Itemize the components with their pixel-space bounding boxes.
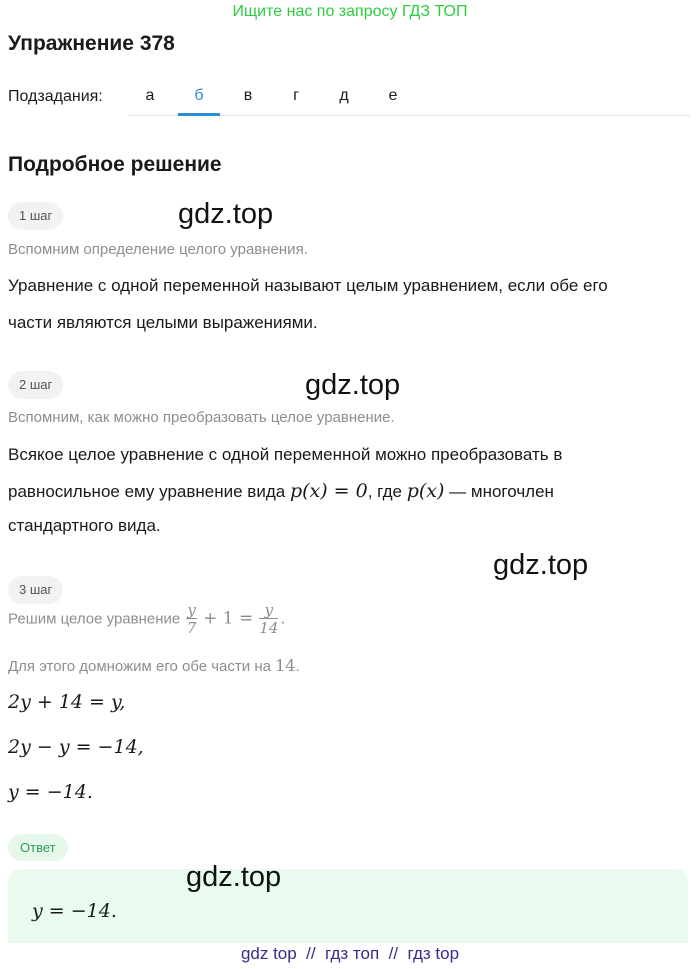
tab-g[interactable]: г [293, 87, 299, 104]
tab-d[interactable]: д [339, 87, 349, 104]
top-banner: Ищите нас по запросу ГДЗ ТОП [232, 3, 468, 20]
step-3-hint-2-text: Для этого домножим его обе части на [8, 658, 271, 675]
fraction-denominator: 14 [259, 619, 279, 637]
subtasks-label: Подзадания: [8, 88, 103, 105]
step-2-text-line-1: Всякое целое уравнение с одной переменной можно преобразовать в [8, 445, 563, 464]
answer-value: y = −14. [32, 900, 117, 922]
fraction-denominator: 7 [186, 619, 197, 637]
watermark: gdz.top [305, 369, 401, 401]
subtask-tabs [128, 80, 690, 116]
step-1-text-line-2: части являются целыми выражениями. [8, 313, 318, 332]
step-3-badge: 3 шаг [8, 576, 63, 604]
step-3-hint [8, 602, 285, 637]
watermark: gdz.top [493, 549, 589, 581]
step-2-math-polynomial: p(x) [406, 480, 445, 502]
fraction-numerator: y [259, 602, 278, 619]
step-2-hint: Вспомним, как можно преобразовать целое уравнение. [8, 409, 395, 426]
step-2-text-line-3: стандартного вида. [8, 516, 161, 535]
exercise-title: Упражнение 378 [8, 32, 175, 55]
tab-v[interactable]: в [243, 87, 253, 104]
step-2-text-line-2 [8, 473, 554, 510]
step-2-badge: 2 шаг [8, 371, 63, 399]
tab-b[interactable]: б [178, 80, 220, 116]
step-2-text-part-b: , где [367, 482, 402, 501]
step-1-text-line-1: Уравнение с одной переменной называют целым уравнением, если обе его [8, 276, 608, 295]
fraction-y-over-7 [186, 602, 196, 637]
step-2-math-equation: p(x) = 0 [289, 480, 368, 502]
step-3-hint-2 [8, 656, 300, 675]
step-3-hint-text: Решим целое уравнение [8, 610, 181, 628]
answer-box [8, 869, 688, 943]
tab-a[interactable]: а [145, 87, 155, 104]
fraction-y-over-14 [259, 602, 278, 637]
equation-line-3: y = −14. [8, 781, 93, 803]
fraction-numerator: y [187, 601, 196, 619]
step-2-text-part-a: равносильное ему уравнение вида [8, 482, 286, 501]
hint-2-period: . [295, 658, 300, 675]
answer-badge: Ответ [8, 834, 68, 861]
watermark: gdz.top [178, 198, 274, 230]
watermark: gdz.top [186, 861, 282, 893]
step-1-badge: 1 шаг [8, 202, 63, 230]
plus-one-equals: + 1 = [203, 608, 254, 629]
tab-e[interactable]: е [388, 87, 398, 104]
solution-title: Подробное решение [8, 153, 222, 176]
equation-line-2: 2y − y = −14, [8, 736, 144, 758]
hint-period: . [280, 609, 286, 628]
step-1-hint: Вспомним определение целого уравнения. [8, 241, 308, 258]
step-2-text-part-c: — многочлен [444, 482, 554, 501]
multiplier-value: 14 [275, 656, 296, 675]
equation-line-1: 2y + 14 = y, [8, 691, 126, 713]
footer-links: gdz top // гдз топ // гдз top [240, 944, 460, 963]
